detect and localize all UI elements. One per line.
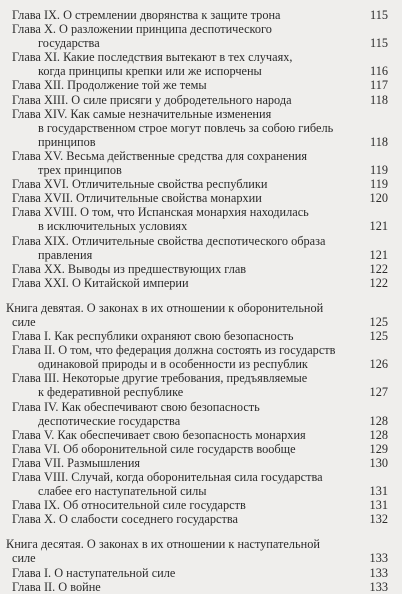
toc-entry	[0, 371, 402, 385]
toc-book-heading	[0, 315, 402, 329]
toc-page-number: 125	[369, 314, 388, 329]
toc-page-number: 115	[370, 8, 388, 22]
toc-page-number: 125	[369, 329, 388, 344]
toc-entry	[0, 107, 402, 121]
toc-entry-title: Глава I. Как республики охраняют свою безопасность	[12, 329, 294, 344]
toc-entry-title: Глава IX. О стремлении дворянства к защите трона	[12, 8, 281, 22]
toc-entry	[0, 276, 402, 290]
toc-entry	[0, 163, 402, 177]
toc-entry-title: Глава XI. Какие последствия вытекают в тех случаях,	[12, 50, 293, 65]
toc-entry	[0, 248, 402, 262]
toc-entry	[0, 357, 402, 371]
toc-entry-title: Глава III. Некоторые другие требования, предъявляемые	[12, 371, 308, 386]
toc-entry	[0, 566, 402, 580]
toc-entry-title: деспотические государства	[38, 413, 181, 428]
toc-book-heading	[0, 301, 402, 315]
toc-entry	[0, 385, 402, 399]
toc-page-number: 118	[370, 134, 388, 149]
toc-page-number: 121	[369, 219, 388, 234]
toc-entry	[0, 512, 402, 526]
toc-entry	[0, 78, 402, 92]
toc-page-number: 120	[369, 191, 388, 206]
toc-page-number: 133	[369, 565, 388, 580]
section-gap	[0, 290, 402, 301]
toc-entry	[0, 121, 402, 135]
toc-entry-title: трех принципов	[38, 163, 122, 178]
toc-entry	[0, 135, 402, 149]
toc-page-number: 131	[369, 484, 388, 499]
toc-entry	[0, 191, 402, 205]
toc-entry	[0, 456, 402, 470]
toc-page-number: 131	[369, 498, 388, 513]
toc-entry-title: Глава II. О войне	[12, 579, 101, 594]
toc-entry-title: Глава XIII. О силе присяги у добродетельного народа	[12, 92, 292, 107]
toc-entry-title: Глава IV. Как обеспечивают свою безопасность	[12, 399, 260, 414]
toc-page-number: 119	[370, 177, 388, 192]
toc-entry	[0, 262, 402, 276]
toc-entry-title: Глава XXI. О Китайской империи	[12, 275, 189, 290]
toc-page-number: 115	[370, 36, 388, 51]
toc-page-number: 118	[370, 92, 388, 107]
toc-entry	[0, 36, 402, 50]
toc-entry-title: Книга девятая. О законах в их отношении к оборонительной	[6, 300, 324, 315]
toc-entry	[0, 177, 402, 191]
toc-entry-title: Глава I. О наступательной силе	[12, 565, 176, 580]
toc-entry-title: правления	[38, 247, 93, 262]
toc-entry	[0, 205, 402, 219]
toc-entry	[0, 50, 402, 64]
toc-entry	[0, 64, 402, 78]
toc-entry-title: Глава XII. Продолжение той же темы	[12, 78, 207, 93]
toc-entry-title: Глава VII. Размышления	[12, 455, 141, 470]
toc-entry-title: Глава II. О том, что федерация должна состоять из государств	[12, 343, 336, 358]
toc-entry	[0, 414, 402, 428]
toc-page-number: 130	[369, 455, 388, 470]
toc-entry-title: когда принципы крепки или же испорчены	[38, 64, 262, 79]
toc-entry	[0, 8, 402, 22]
toc-entry	[0, 329, 402, 343]
toc-entry	[0, 149, 402, 163]
toc-entry	[0, 343, 402, 357]
toc-entry-title: Глава XIV. Как самые незначительные изменения	[12, 106, 272, 121]
toc-entry-title: Глава XV. Весьма действенные средства для сохранения	[12, 148, 308, 163]
toc-entry	[0, 234, 402, 248]
toc-entry-title: силе	[12, 314, 36, 329]
toc-entry	[0, 498, 402, 512]
toc-entry-title: Глава IX. Об относительной силе государств	[12, 498, 246, 513]
toc-entry	[0, 219, 402, 233]
toc-entry-title: Глава VI. Об оборонительной силе государств вообще	[12, 441, 296, 456]
toc-entry-title: Глава VIII. Случай, когда оборонительная сила государства	[12, 470, 323, 484]
toc-entry	[0, 442, 402, 456]
toc-entry	[0, 484, 402, 498]
toc-page-number: 127	[369, 385, 388, 400]
toc-page-number: 122	[369, 275, 388, 290]
toc-page-number: 133	[369, 579, 388, 594]
toc-page-number: 116	[370, 64, 388, 79]
toc-page-number: 121	[369, 247, 388, 262]
toc-page-number: 128	[369, 413, 388, 428]
toc-entry-title: одинаковой природы и в особенности из республик	[38, 357, 308, 372]
toc-page-number: 128	[369, 427, 388, 442]
toc-entry	[0, 22, 402, 36]
toc-entry-title: Глава XX. Выводы из предшествующих глав	[12, 261, 247, 276]
toc-entry-title: Глава XIX. Отличительные свойства деспотического образа	[12, 233, 326, 248]
toc-entry-title: к федеративной республике	[38, 385, 184, 400]
toc-book-heading	[0, 551, 402, 565]
toc-entry	[0, 470, 402, 484]
toc-page-number: 122	[369, 261, 388, 276]
toc-page-number: 133	[369, 551, 388, 566]
section-gap	[0, 526, 402, 537]
toc-entry-title: Глава V. Как обеспечивает свою безопасность монархия	[12, 427, 306, 442]
toc-page-number: 117	[370, 78, 388, 93]
toc-page-number: 132	[369, 512, 388, 527]
toc-entry-title: в государственном строе могут повлечь за собою гибель	[38, 120, 334, 135]
toc-entry	[0, 580, 402, 594]
toc-page-number: 129	[369, 441, 388, 456]
toc-entry-title: государства	[38, 36, 100, 51]
toc-page-number: 119	[370, 163, 388, 178]
toc-page-number: 126	[369, 357, 388, 372]
table-of-contents	[0, 8, 402, 594]
toc-entry-title: Глава XVII. Отличительные свойства монархии	[12, 191, 262, 206]
toc-entry-title: принципов	[38, 134, 96, 149]
toc-entry-title: в исключительных условиях	[38, 219, 188, 234]
toc-entry	[0, 93, 402, 107]
toc-entry-title: силе	[12, 551, 36, 566]
toc-entry-title: Глава X. О слабости соседнего государства	[12, 512, 238, 527]
toc-entry-title: слабее его наступательной силы	[38, 484, 207, 499]
toc-entry-title: Глава X. О разложении принципа деспотического	[12, 22, 272, 37]
toc-book-heading	[0, 537, 402, 551]
toc-entry	[0, 400, 402, 414]
toc-entry-title: Глава XVIII. О том, что Испанская монархия находилась	[12, 205, 309, 220]
toc-entry-title: Книга десятая. О законах в их отношении к наступательной	[6, 537, 320, 552]
toc-entry	[0, 428, 402, 442]
toc-entry-title: Глава XVI. Отличительные свойства республики	[12, 177, 268, 192]
